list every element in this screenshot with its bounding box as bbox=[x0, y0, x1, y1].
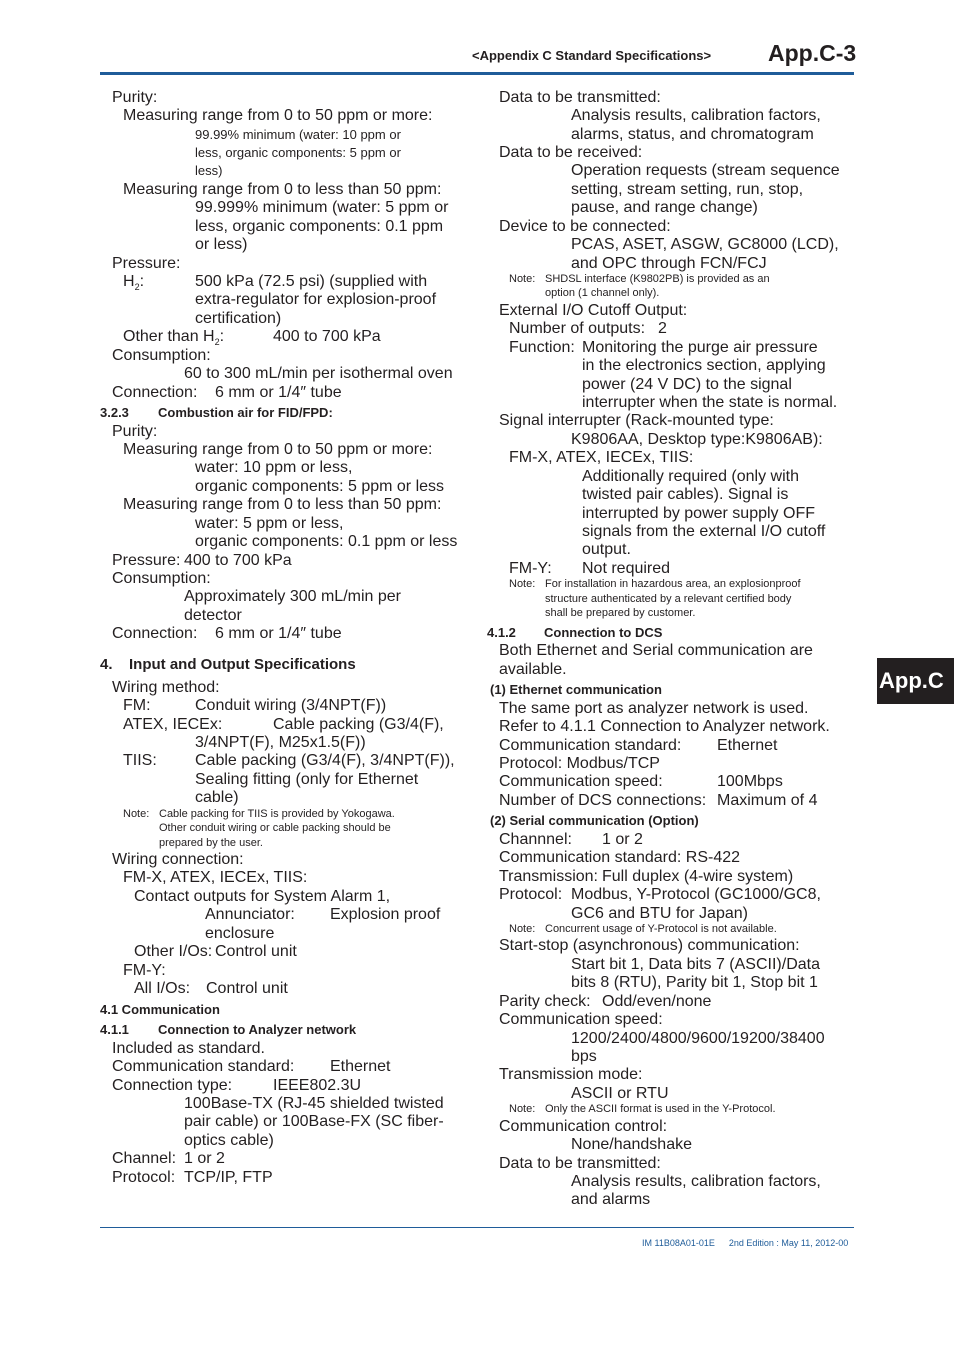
appendix-side-tab: App.C bbox=[877, 658, 954, 704]
note-label: Note: bbox=[509, 923, 536, 935]
wc-fmy-label: FM-Y: bbox=[123, 962, 166, 979]
section-3-2-3-title: Combustion air for FID/FPD: bbox=[158, 405, 333, 420]
ca-purity-label: Purity: bbox=[112, 423, 158, 440]
start-stop-line2: bits 8 (RTU), Parity bit 1, Stop bit 1 bbox=[571, 974, 818, 991]
note-tiis-line1: Cable packing for TIIS is provided by Yokogawa. bbox=[159, 808, 395, 820]
note-shdsl-line1: SHDSL interface (K9802PB) is provided as an bbox=[545, 273, 770, 285]
section-3-2-3-number: 3.2.3 bbox=[100, 405, 129, 420]
serial-protocol-label: Protocol: bbox=[499, 886, 563, 903]
connection-value: 6 mm or 1/4″ tube bbox=[215, 384, 342, 401]
atex-value-line2: 3/4NPT(F), M25x1.5(F)) bbox=[195, 734, 366, 751]
serial-protocol-line2: GC6 and BTU for Japan) bbox=[571, 905, 748, 922]
atex-value-line1: Cable packing (G3/4(F), bbox=[273, 716, 444, 733]
serial-communication-heading: (2) Serial communication (Option) bbox=[490, 813, 699, 828]
fmy-label: FM-Y: bbox=[509, 560, 552, 577]
data-transmitted-2-label: Data to be transmitted: bbox=[499, 1155, 661, 1172]
section-4-1-1-number: 4.1.1 bbox=[100, 1022, 129, 1037]
serial-standard: Communication standard: RS-422 bbox=[499, 849, 741, 866]
external-io-cutoff-label: External I/O Cutoff Output: bbox=[499, 302, 688, 319]
connection-type-label: Connection type: bbox=[112, 1077, 233, 1094]
wiring-connection-label: Wiring connection: bbox=[112, 851, 244, 868]
section-4-1-1-title: Connection to Analyzer network bbox=[158, 1022, 357, 1037]
section-4-number: 4. bbox=[100, 656, 113, 673]
h2-value-line2: extra-regulator for explosion-proof bbox=[195, 291, 437, 308]
fmx-value-line3: interrupted by power supply OFF bbox=[582, 505, 815, 522]
comm-standard-label: Communication standard: bbox=[112, 1058, 295, 1075]
ethernet-speed-label: Communication speed: bbox=[499, 773, 663, 790]
pressure-label: Pressure: bbox=[112, 255, 181, 272]
note-tiis-line3: prepared by the user. bbox=[159, 837, 263, 849]
dcs-connections-label: Number of DCS connections: bbox=[499, 792, 707, 809]
channel-value: 1 or 2 bbox=[184, 1150, 225, 1167]
other-than-h2-label: Other than $H_2$: bbox=[123, 328, 225, 348]
serial-protocol-line1: Modbus, Y-Protocol (GC1000/GC8, bbox=[571, 886, 821, 903]
wc-contact-outputs: Contact outputs for System Alarm 1, bbox=[134, 888, 391, 905]
wc-annunciator-value: Explosion proof bbox=[330, 906, 441, 923]
consumption-label: Consumption: bbox=[112, 347, 211, 364]
ca-consumption-line2: detector bbox=[184, 607, 242, 624]
h2-label: $H_2$: bbox=[123, 273, 145, 293]
footer-edition: 2nd Edition : May 11, 2012-00 bbox=[728, 1238, 849, 1248]
wc-other-ios-value: Control unit bbox=[215, 943, 297, 960]
measuring-range-less-line1: 99.999% minimum (water: 5 ppm or bbox=[195, 199, 449, 216]
wc-all-ios-label: All I/Os: bbox=[134, 980, 191, 997]
data-transmitted-line1: Analysis results, calibration factors, bbox=[571, 107, 821, 124]
data-transmitted-line2: alarms, status, and chromatogram bbox=[571, 126, 814, 143]
measuring-range-less-label: Measuring range from 0 to less than 50 ppm: bbox=[123, 181, 442, 198]
comm-control-label: Communication control: bbox=[499, 1118, 668, 1135]
comm-speed-line2: bps bbox=[571, 1048, 597, 1065]
note-concurrent: Concurrent usage of Y-Protocol is not available. bbox=[545, 923, 777, 935]
serial-channel-value: 1 or 2 bbox=[602, 831, 643, 848]
function-line1: Monitoring the purge air pressure bbox=[582, 339, 818, 356]
ca-pressure-label: Pressure: bbox=[112, 552, 181, 569]
comm-standard-value: Ethernet bbox=[330, 1058, 391, 1075]
data-received-line2: setting, stream setting, run, stop, bbox=[571, 181, 804, 198]
note-label: Note: bbox=[509, 578, 536, 590]
connection-type-value: IEEE802.3U bbox=[273, 1077, 362, 1094]
h2-value-line3: certification) bbox=[195, 310, 282, 327]
data-received-line1: Operation requests (stream sequence bbox=[571, 162, 840, 179]
transmission-value: Full duplex (4-wire system) bbox=[602, 868, 794, 885]
atex-label: ATEX, IECEx: bbox=[123, 716, 223, 733]
running-header-title: <Appendix C Standard Specifications> bbox=[472, 48, 712, 63]
start-stop-line1: Start bit 1, Data bits 7 (ASCII)/Data bbox=[571, 956, 820, 973]
connection-type-line2: 100Base-TX (RJ-45 shielded twisted bbox=[184, 1095, 444, 1112]
ethernet-line2: Refer to 4.1.1 Connection to Analyzer network. bbox=[499, 718, 830, 735]
ethernet-standard-label: Communication standard: bbox=[499, 737, 682, 754]
tiis-label: TIIS: bbox=[123, 752, 157, 769]
function-label: Function: bbox=[509, 339, 575, 356]
both-available-line2: available. bbox=[499, 661, 567, 678]
note-hazardous-line2: structure authenticated by a relevant certified body bbox=[545, 593, 792, 605]
note-label: Note: bbox=[509, 273, 536, 285]
ca-measuring-range-more-line2: organic components: 5 ppm or less bbox=[195, 478, 445, 495]
note-hazardous-line1: For installation in hazardous area, an explosionproof bbox=[545, 578, 801, 590]
dcs-connections-value: Maximum of 4 bbox=[717, 792, 818, 809]
section-4-1-2-title: Connection to DCS bbox=[544, 625, 663, 640]
ethernet-protocol: Protocol: Modbus/TCP bbox=[499, 755, 660, 772]
other-than-h2-value: 400 to 700 kPa bbox=[273, 328, 381, 345]
connection-type-line4: optics cable) bbox=[184, 1132, 274, 1149]
tiis-value-line1: Cable packing (G3/4(F), 3/4NPT(F)), bbox=[195, 752, 455, 769]
page-label: App.C-3 bbox=[768, 40, 857, 66]
connection-type-line3: pair cable) or 100Base-FX (SC fiber- bbox=[184, 1113, 444, 1130]
measuring-range-more-line3: less) bbox=[195, 163, 223, 178]
fmx-atex-label: FM-X, ATEX, IECEx, TIIS: bbox=[509, 449, 694, 466]
measuring-range-more-line2: less, organic components: 5 ppm or bbox=[195, 145, 401, 160]
data-transmitted-label: Data to be transmitted: bbox=[499, 89, 661, 106]
measuring-range-less-line3: or less) bbox=[195, 236, 248, 253]
wc-all-ios-value: Control unit bbox=[206, 980, 288, 997]
fmx-value-line4: signals from the external I/O cutoff bbox=[582, 523, 826, 540]
ca-measuring-range-less-line2: organic components: 0.1 ppm or less bbox=[195, 533, 458, 550]
footer bbox=[642, 1238, 862, 1248]
fmx-value-line1: Additionally required (only with bbox=[582, 468, 799, 485]
ca-consumption-line1: Approximately 300 mL/min per bbox=[184, 588, 401, 605]
included-standard: Included as standard. bbox=[112, 1040, 265, 1057]
note-hazardous-line3: shall be prepared by customer. bbox=[545, 607, 696, 619]
wc-enclosure: enclosure bbox=[205, 925, 275, 942]
serial-channel-label: Channnel: bbox=[499, 831, 572, 848]
fm-value: Conduit wiring (3/4NPT(F)) bbox=[195, 697, 387, 714]
signal-interrupter-line2: K9806AA, Desktop type:K9806AB): bbox=[571, 431, 823, 448]
device-connected-line1: PCAS, ASET, ASGW, GC8000 (LCD), bbox=[571, 236, 839, 253]
data-received-line3: pause, and range change) bbox=[571, 199, 758, 216]
note-shdsl-line2: option (1 channel only). bbox=[545, 287, 660, 299]
ca-connection-value: 6 mm or 1/4″ tube bbox=[215, 625, 342, 642]
ethernet-line1: The same port as analyzer network is used. bbox=[499, 700, 809, 717]
protocol-label: Protocol: bbox=[112, 1169, 176, 1186]
consumption-value: 60 to 300 mL/min per isothermal oven bbox=[184, 365, 453, 382]
transmission-mode-value: ASCII or RTU bbox=[571, 1085, 669, 1102]
wiring-method-label: Wiring method: bbox=[112, 679, 220, 696]
header-rule bbox=[100, 72, 854, 75]
fm-label: FM: bbox=[123, 697, 151, 714]
ca-consumption-label: Consumption: bbox=[112, 570, 211, 587]
measuring-range-more-line1: 99.99% minimum (water: 10 ppm or bbox=[195, 127, 401, 142]
ethernet-standard-value: Ethernet bbox=[717, 737, 778, 754]
section-4-1-2-number: 4.1.2 bbox=[487, 625, 516, 640]
wc-fmx-label: FM-X, ATEX, IECEx, TIIS: bbox=[123, 869, 308, 886]
section-4-title: Input and Output Specifications bbox=[129, 656, 356, 673]
ca-measuring-range-less: Measuring range from 0 to less than 50 ppm: bbox=[123, 496, 442, 513]
signal-interrupter-line1: Signal interrupter (Rack-mounted type: bbox=[499, 412, 774, 429]
note-ascii: Only the ASCII format is used in the Y-Protocol. bbox=[545, 1103, 776, 1115]
section-4-1-heading: 4.1 Communication bbox=[100, 1002, 220, 1017]
device-connected-line2: and OPC through FCN/FCJ bbox=[571, 255, 767, 272]
ca-measuring-range-more: Measuring range from 0 to 50 ppm or more: bbox=[123, 441, 433, 458]
ca-measuring-range-less-line1: water: 5 ppm or less, bbox=[195, 515, 344, 532]
h2-value-line1: 500 kPa (72.5 psi) (supplied with bbox=[195, 273, 428, 290]
transmission-mode-label: Transmission mode: bbox=[499, 1066, 643, 1083]
transmission-label: Transmission: bbox=[499, 868, 598, 885]
footer-doc-id: IM 11B08A01-01E bbox=[642, 1238, 715, 1248]
function-line3: power (24 V DC) to the signal bbox=[582, 376, 792, 393]
comm-speed-line1: 1200/2400/4800/9600/19200/38400 bbox=[571, 1030, 825, 1047]
ca-measuring-range-more-line1: water: 10 ppm or less, bbox=[195, 459, 353, 476]
ca-pressure-value: 400 to 700 kPa bbox=[184, 552, 292, 569]
start-stop-label: Start-stop (asynchronous) communication: bbox=[499, 937, 800, 954]
note-label: Note: bbox=[509, 1103, 536, 1115]
device-connected-label: Device to be connected: bbox=[499, 218, 671, 235]
note-tiis-line2: Other conduit wiring or cable packing should be bbox=[159, 822, 391, 834]
tiis-value-line3: cable) bbox=[195, 789, 239, 806]
fmx-value-line2: twisted pair cables). Signal is bbox=[582, 486, 789, 503]
channel-label: Channel: bbox=[112, 1150, 177, 1167]
data-transmitted-2-line2: and alarms bbox=[571, 1191, 651, 1208]
tiis-value-line2: Sealing fitting (only for Ethernet bbox=[195, 771, 419, 788]
both-available-line1: Both Ethernet and Serial communication are bbox=[499, 642, 813, 659]
comm-control-value: None/handshake bbox=[571, 1136, 692, 1153]
parity-check-value: Odd/even/none bbox=[602, 993, 712, 1010]
fmy-value: Not required bbox=[582, 560, 671, 577]
ethernet-speed-value: 100Mbps bbox=[717, 773, 783, 790]
wc-annunciator-label: Annunciator: bbox=[205, 906, 295, 923]
ethernet-communication-heading: (1) Ethernet communication bbox=[490, 682, 662, 697]
connection-label: Connection: bbox=[112, 384, 198, 401]
parity-check-label: Parity check: bbox=[499, 993, 591, 1010]
number-of-outputs-value: 2 bbox=[658, 320, 667, 337]
ca-connection-label: Connection: bbox=[112, 625, 198, 642]
note-label: Note: bbox=[123, 808, 150, 820]
data-transmitted-2-line1: Analysis results, calibration factors, bbox=[571, 1173, 821, 1190]
footer-rule bbox=[100, 1227, 854, 1228]
number-of-outputs-label: Number of outputs: bbox=[509, 320, 646, 337]
wc-other-ios-label: Other I/Os: bbox=[134, 943, 213, 960]
fmx-value-line5: output. bbox=[582, 541, 631, 558]
protocol-value: TCP/IP, FTP bbox=[184, 1169, 273, 1186]
data-received-label: Data to be received: bbox=[499, 144, 643, 161]
measuring-range-more-label: Measuring range from 0 to 50 ppm or more: bbox=[123, 107, 433, 124]
function-line2: in the electronics section, applying bbox=[582, 357, 826, 374]
purity-label: Purity: bbox=[112, 89, 158, 106]
comm-speed-label: Communication speed: bbox=[499, 1011, 663, 1028]
measuring-range-less-line2: less, organic components: 0.1 ppm bbox=[195, 218, 444, 235]
function-line4: interrupter when the state is normal. bbox=[582, 394, 838, 411]
